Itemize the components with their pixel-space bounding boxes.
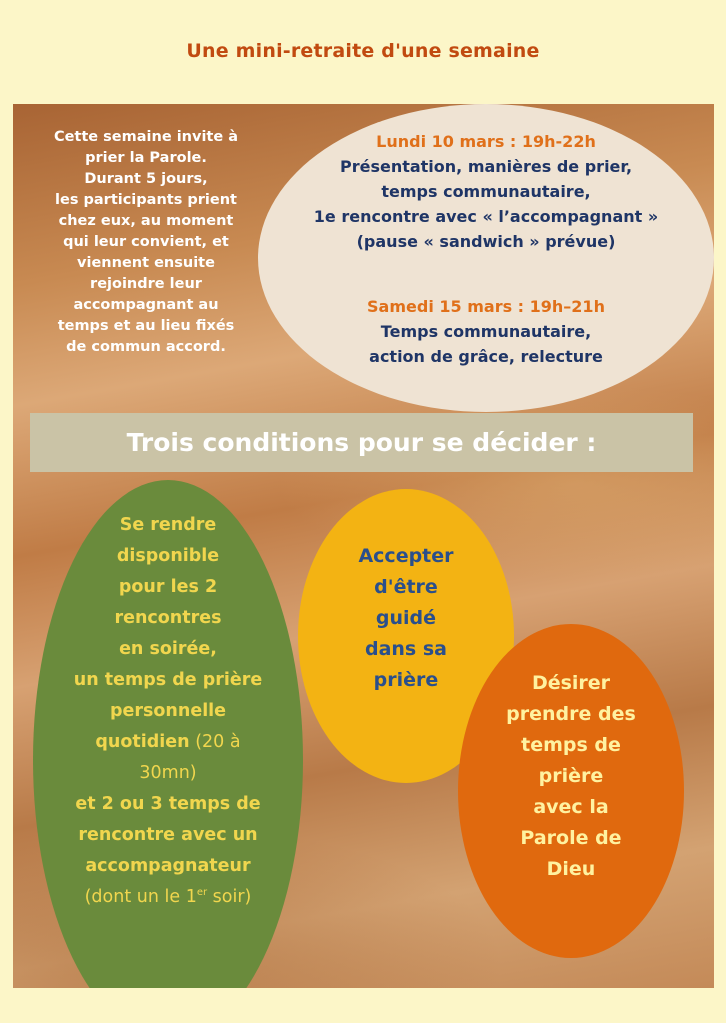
condition-availability-rest: et 2 ou 3 temps de rencontre avec un accompagnateur — [75, 794, 261, 876]
page-title: Une mini-retraite d'une semaine — [186, 40, 540, 62]
condition-availability-note-end: soir) — [207, 887, 252, 907]
schedule-first-date: Lundi 10 mars : 19h-22h — [376, 132, 596, 151]
schedule-second-details: Temps communautaire, action de grâce, relecture — [369, 322, 603, 366]
intro-text: Cette semaine invite à prier la Parole. Durant 5 jours, les participants prient chez eux, au moment qui leur convient, et viennent ensuite rejoindre leur accompagnant au temps et au lieu fixés de commun accord. — [53, 129, 239, 355]
condition-availability-main: Se rendre disponible pour les 2 rencontres en soirée, un temps de prière personnelle quotidien — [73, 515, 263, 752]
schedule-second-date: Samedi 15 mars : 19h–21h — [367, 297, 605, 316]
schedule-second — [258, 294, 714, 369]
condition-desire: Désirer prendre des temps de prière avec la Parole de Dieu — [458, 624, 684, 958]
conditions-heading: Trois conditions pour se décider : — [30, 413, 693, 472]
schedule-first-details: Présentation, manières de prier, temps communautaire, 1e rencontre avec « l’accompagnant » (pause « sandwich » prévue) — [313, 157, 659, 251]
condition-availability — [33, 480, 303, 988]
schedule-ellipse — [258, 104, 714, 412]
condition-guidance: Accepter d'être guidé dans sa prière — [298, 489, 514, 783]
condition-availability-note: (dont un le 1 — [84, 887, 197, 907]
condition-availability-note-sup: er — [196, 887, 208, 899]
desert-panel — [13, 104, 714, 988]
schedule-first — [258, 129, 714, 254]
condition-availability-duration: (20 à 30mn) — [139, 732, 241, 783]
